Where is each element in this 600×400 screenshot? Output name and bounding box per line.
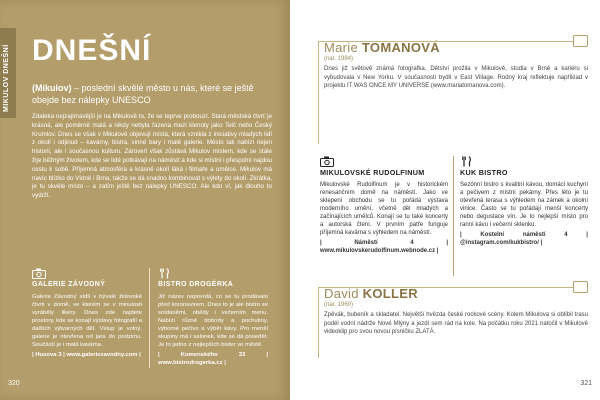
profile-frame xyxy=(318,41,587,56)
entry-text: Sezónní bistro s kvalitní kávou, domácí kuchyní a pečivem z místní pekárny. Přes léto je tu otevřená terasa s výhledem na zámek a okolní vinice. Často se tu pořádají menší koncerty nebo degustace vín. Je to nejlepší místo pro ranní kávu i večerní sklenku. xyxy=(460,182,588,228)
entry-text: Mikulovské Rudolfinum je v historickém renesančním domě na náměstí. Jako ve sklepení obchodu se tu pořádá výstava moderního umění, včetně děl mladých a začínajících umělců. Konají se tu také koncerty a autorská čtení. V prvním patře funguje příjemná kavárna s výhledem na náměstí. xyxy=(320,182,448,236)
entry-contact: | Komenského 33 | www.bistrodrogerka.cz | xyxy=(158,352,268,366)
profile-frame-side xyxy=(318,290,319,358)
entry-title: GALERIE ZÁVODNÝ xyxy=(32,281,106,288)
right-page xyxy=(300,0,600,400)
profile-first-name: David xyxy=(324,286,363,301)
entry-title: KUK BISTRO xyxy=(460,168,508,177)
profile-koller xyxy=(320,286,588,336)
intro-lead xyxy=(32,82,272,106)
profile-frame-side xyxy=(318,44,319,144)
page-number: 320 xyxy=(8,380,20,387)
profile-text: Zpěvák, bubeník a skladatel. Největší hvězda české rockové scény. Kolem Mikulova si oblíbil trasu podél vodní nádrže Nové Mlýny a jezdí sem rád na kole. Na počátku roku 2021 natočil v Mikulově videoklip pro svou novou písničku ZLATÁ. xyxy=(324,312,588,335)
column-divider xyxy=(453,156,454,276)
camera-icon xyxy=(320,156,334,167)
profile-text: Dnes již světově známá fotografka. Dětství prožila v Mikulově, studia v Brně a kariéru si vybudovala v New Yorku. V současnosti bydlí v East Village. Rodný kraj reflektuje například v projektu IT WAS ONCE MY UNIVERSE (www.mariatomanova.com). xyxy=(324,66,588,89)
body-paragraph: Zdaleka nejzajímavější je na Mikulově to, že se teprve probouzí. Stará městská čtvrť je krásná, ale poměrně malá a nikdy nebyla řazena mezi klenoty jako Telč nebo Český Krumlov. Dnes se však v Mikulově objevují místa, která vznikla z iniciativy mladých lidí z okolí i odjinud – kavárny, bistra, vinné bary i malé galerie. Město tak nabízí nejen historii, ale i současnou kulturu. Zároveň však zůstává Mikulov místem, kde se stále žije běžným životem, kde se lidé potkávají na náměstí a kde si místní i přespolní najdou cestu k sobě. Příjemná atmosféra a krásné okolí láká i filmaře a umělce. Mikulov má navíc blízko do Vídně i Brna, takže se dá snadno kombinovat s výlety do okolí. Zkrátka, je tu skvělé místo – a zatím ještě bez nálepky UNESCO. Ale kdo ví, jak dlouho to vydrží. xyxy=(32,113,272,200)
entry-title: BISTRO DROGÉRKA xyxy=(158,281,234,288)
entry-bistro-drogerka xyxy=(158,268,268,367)
profile-surname: TOMANOVÁ xyxy=(361,40,440,55)
left-page xyxy=(0,0,290,400)
page-title: DNEŠNÍ xyxy=(32,34,152,67)
speech-bubble-icon xyxy=(573,35,588,47)
profile-frame xyxy=(318,287,587,302)
side-tab-label: MIKULOV DNEŠNÍ xyxy=(3,44,10,112)
profile-birth: (nar. 1984) xyxy=(324,56,354,63)
profile-surname: KOLLER xyxy=(362,286,418,301)
page-number: 321 xyxy=(580,380,592,387)
entry-mikulovske-rudolfinum xyxy=(320,156,448,255)
entry-text: Galerie Závodný sídlí v bývalé židovské čtvrti v domě, ve kterém se v minulosti vyráběly likéry. Dnes zde najdete prostory, kde se konají výstavy fotografií a dalších výtvarných děl. Vstup je volný, galerie je otevřena od jara do podzimu. Součástí je i malá kavárna. xyxy=(32,294,142,348)
entry-text: Již název napovídá, co se tu prodávalo před koronavirem. Dnes to je ale bistro se snídaněmi, obědy i večerním menu. Nabízí různé dobroty a pochutiny, výborné pečivo a výběr kávy. Pro menší skupiny má i salonek, kde se dá posedět. Je to jedno z nejlepších bister ve městě. xyxy=(158,294,268,348)
fork-knife-icon xyxy=(460,156,474,167)
column-divider xyxy=(149,268,150,368)
profile-first-name: Marie xyxy=(324,40,362,55)
body-text xyxy=(32,113,272,201)
speech-bubble-icon xyxy=(573,281,588,293)
profile-birth: (nar. 1960) xyxy=(324,302,354,309)
fork-knife-icon xyxy=(158,268,172,279)
entry-kuk-bistro xyxy=(460,156,588,247)
entry-contact: | Kostelní náměstí 4 | @instagram.com/kukbistro/ | xyxy=(460,232,588,246)
intro-text: – poslední skvělé město u nás, které se ještě obejde bez nálepky UNESCO xyxy=(32,83,254,105)
entry-galerie-zavodny xyxy=(32,268,142,359)
entry-title: MIKULOVSKÉ RUDOLFINUM xyxy=(320,168,425,177)
camera-icon xyxy=(32,268,46,279)
section-side-tab xyxy=(0,28,16,118)
profile-tomanova xyxy=(320,40,588,90)
intro-place: (Mikulov) xyxy=(32,83,72,93)
entry-contact: | Husova 3 | www.galeriezavodny.com | xyxy=(32,352,141,358)
entry-contact: | Náměstí 4 | www.mikulovskerudolfinum.webnode.cz | xyxy=(320,240,448,254)
